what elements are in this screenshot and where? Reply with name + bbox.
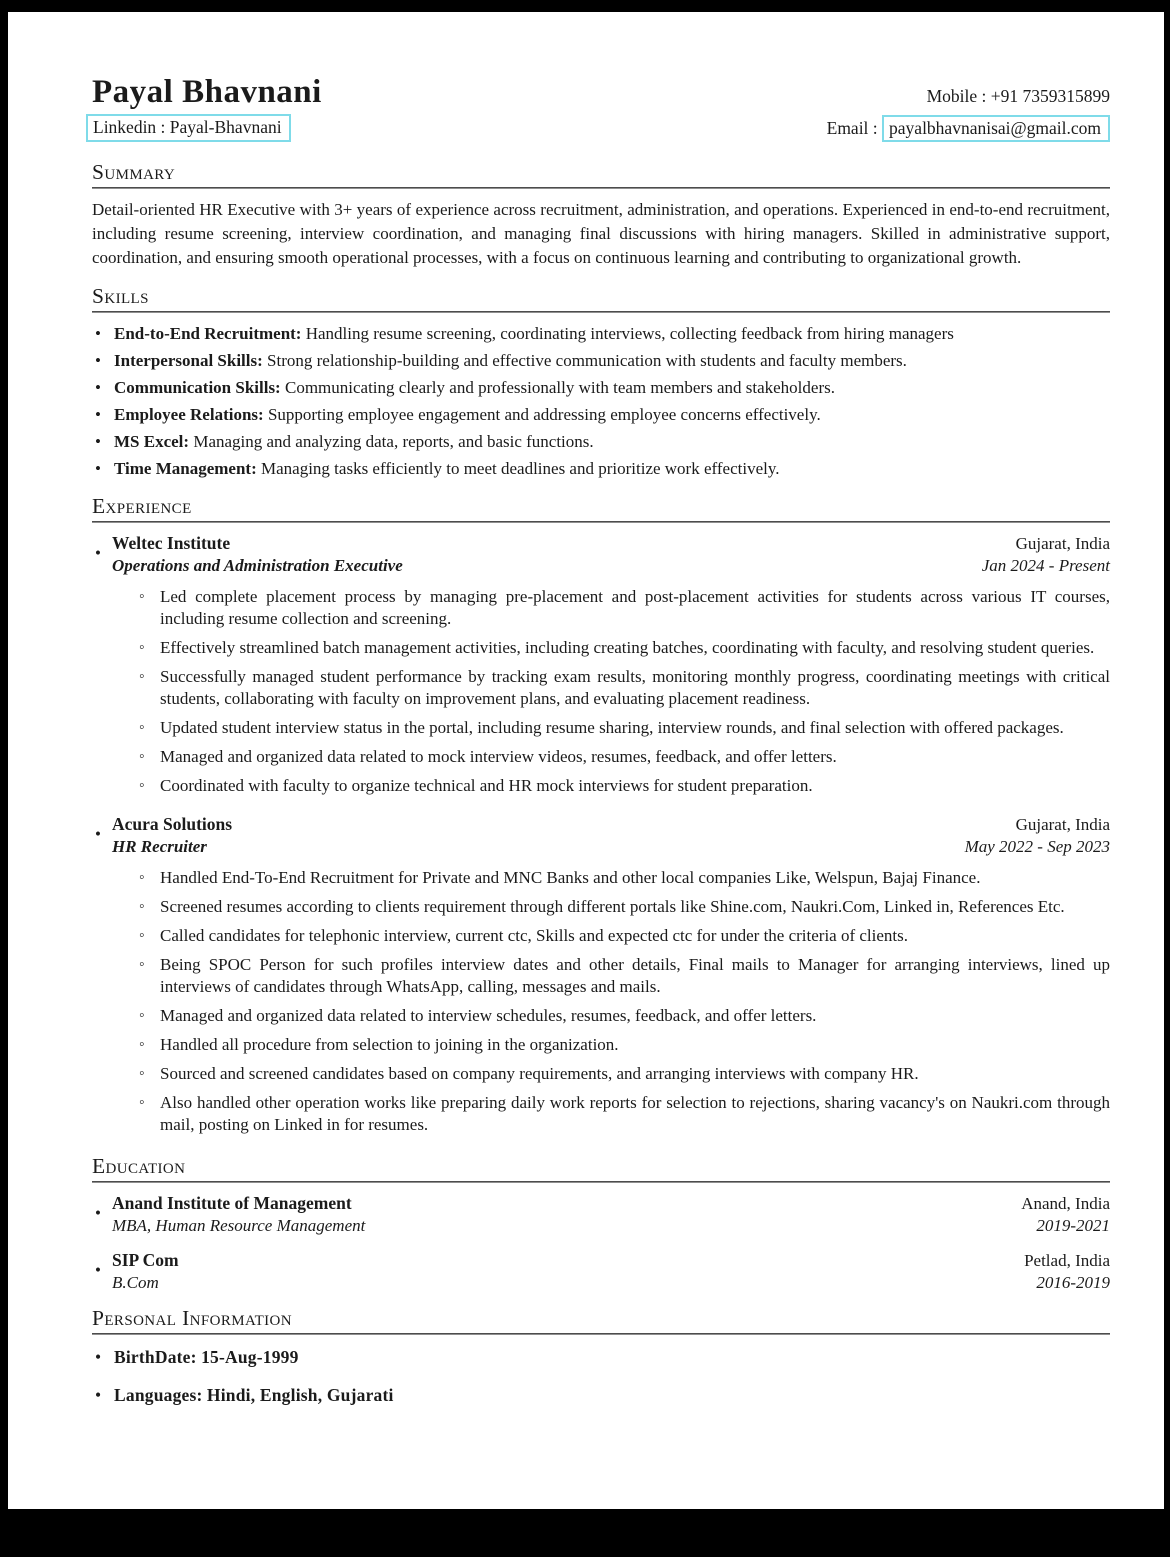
degree: B.Com [112,1273,159,1292]
skill-label: End-to-End Recruitment: [114,324,302,343]
email-label: Email : [826,117,883,138]
experience-title: Experience [92,494,192,518]
mobile-line [927,86,1110,107]
section-personal-information [92,1306,1110,1406]
experience-bullet: ◦ Effectively streamlined batch management activities, including creating batches, coordinating with faculty, and resolving student queries. [136,637,1110,659]
experience-bullet: ◦ Managed and organized data related to interview schedules, resumes, feedback, and offer letters. [136,1005,1110,1027]
personal-information-title: Personal Information [92,1306,293,1330]
bullet-icon [95,1203,101,1223]
school-name: SIP Com [112,1250,179,1270]
section-rule [92,311,1110,313]
skill-item [92,431,1110,453]
degree: MBA, Human Resource Management [112,1216,366,1235]
company-name: Weltec Institute [112,533,231,553]
job-location: Gujarat, India [1015,815,1110,834]
personal-info-value: Hindi, English, Gujarati [206,1385,394,1405]
job-dates: Jan 2024 - Present [981,556,1110,575]
experience-bullet: ◦ Coordinated with faculty to organize technical and HR mock interviews for student preparation. [136,775,1110,797]
personal-info-list [92,1346,1110,1406]
section-summary [92,160,1110,270]
experience-entry-acura [112,813,1110,1136]
experience-bullet: ◦ Updated student interview status in the portal, including resume sharing, interview rounds, and final selection with offered packages. [136,717,1110,739]
personal-info-item [92,1346,1110,1368]
section-skills [92,284,1110,480]
bullet-icon [95,1260,101,1280]
experience-entry-header [112,813,1110,858]
experience-entry-weltec [112,532,1110,797]
skill-description: Supporting employee engagement and addressing employee concerns effectively. [267,405,821,424]
job-title: Operations and Administration Executive [112,556,403,575]
email-link[interactable]: payalbhavnanisai@gmail.com [882,115,1110,142]
experience-bullet: ◦ Handled all procedure from selection to joining in the organization. [136,1034,1110,1056]
job-location: Gujarat, India [1015,534,1110,553]
skill-item [92,323,1110,345]
skill-description: Managing tasks efficiently to meet deadlines and prioritize work effectively. [261,459,780,478]
school-location: Anand, India [1021,1194,1110,1213]
section-rule [92,1333,1110,1335]
school-name: Anand Institute of Management [112,1193,352,1213]
education-entry-header [112,1249,1110,1294]
section-experience [92,494,1110,1136]
skill-description: Managing and analyzing data, reports, and basic functions. [193,432,594,451]
section-rule [92,1181,1110,1183]
experience-bullet: ◦ Screened resumes according to clients requirement through different portals like Shine.com, Naukri.Com, Linked in, References Etc. [136,896,1110,918]
experience-bullet: ◦ Handled End-To-End Recruitment for Private and MNC Banks and other local companies Like, Welspun, Bajaj Finance. [136,867,1110,889]
resume-page [8,12,1164,1509]
experience-bullet: ◦ Successfully managed student performance by tracking exam results, monitoring monthly progress, coordinating meetings with critical students, collaborating with faculty on improvement plans, and evaluating placement readiness. [136,666,1110,710]
education-entry-sipcom [112,1249,1110,1294]
skill-label: Interpersonal Skills: [114,351,263,370]
summary-title: Summary [92,160,176,184]
resume-header [92,74,1110,142]
education-dates: 2019-2021 [1036,1216,1110,1235]
experience-bullet: ◦ Sourced and screened candidates based on company requirements, and arranging interviews with company HR. [136,1063,1110,1085]
section-rule [92,521,1110,523]
experience-bullet: ◦ Managed and organized data related to mock interview videos, resumes, feedback, and offer letters. [136,746,1110,768]
skill-label: Employee Relations: [114,405,264,424]
mobile-number: +91 7359315899 [990,86,1110,106]
skill-item [92,350,1110,372]
personal-info-item [92,1384,1110,1406]
job-title: HR Recruiter [112,837,207,856]
skill-label: Time Management: [114,459,257,478]
job-dates: May 2022 - Sep 2023 [964,837,1110,856]
skill-description: Strong relationship-building and effective communication with students and faculty members. [267,351,907,370]
education-dates: 2016-2019 [1036,1273,1110,1292]
education-title: Education [92,1154,186,1178]
skill-item [92,377,1110,399]
email-line [827,118,1110,139]
section-rule [92,187,1110,189]
education-entry-anand [112,1192,1110,1237]
skill-description: Communicating clearly and professionally with team members and stakeholders. [284,378,835,397]
experience-bullet-list [112,586,1110,797]
personal-info-label: Languages: [114,1385,203,1405]
person-name: Payal Bhavnani [92,74,322,110]
experience-bullet: ◦ Led complete placement process by managing pre-placement and post-placement activities for students across various IT courses, including resume collection and screening. [136,586,1110,630]
bullet-icon [95,824,101,844]
skill-item [92,404,1110,426]
skill-label: Communication Skills: [114,378,281,397]
experience-bullet-list [112,867,1110,1136]
skills-title: Skills [92,284,149,308]
skill-label: MS Excel: [114,432,190,451]
skill-description: Handling resume screening, coordinating interviews, collecting feedback from hiring managers [305,324,954,343]
personal-info-label: BirthDate: [114,1347,197,1367]
personal-info-value: 15-Aug-1999 [201,1347,299,1367]
section-education [92,1154,1110,1294]
experience-bullet: ◦ Being SPOC Person for such profiles interview dates and other details, Final mails to Manager for arranging interviews, lined up interviews of candidates through WhatsApp, calling, messages and mails. [136,954,1110,998]
bullet-icon [95,543,101,563]
experience-entry-header [112,532,1110,577]
experience-bullet: ◦ Also handled other operation works like preparing daily work reports for selection to rejections, sharing vacancy's on Naukri.com through mail, posting on Linked in for resumes. [136,1092,1110,1136]
summary-text: Detail-oriented HR Executive with 3+ years of experience across recruitment, administration, and operations. Experienced in end-to-end recruitment, including resume screening, interview coordination, and managing final discussions with hiring managers. Skilled in administrative support, coordination, and ensuring smooth operational processes, with a focus on continuous learning and contributing to organizational growth. [92,200,1110,267]
mobile-label: Mobile : [926,86,991,106]
school-location: Petlad, India [1024,1251,1110,1270]
company-name: Acura Solutions [112,814,233,834]
skills-list [92,323,1110,480]
experience-bullet: ◦ Called candidates for telephonic interview, current ctc, Skills and expected ctc for under the criteria of clients. [136,925,1110,947]
skill-item [92,458,1110,480]
education-entry-header [112,1192,1110,1237]
linkedin-link[interactable]: Linkedin : Payal-Bhavnani [86,114,291,142]
